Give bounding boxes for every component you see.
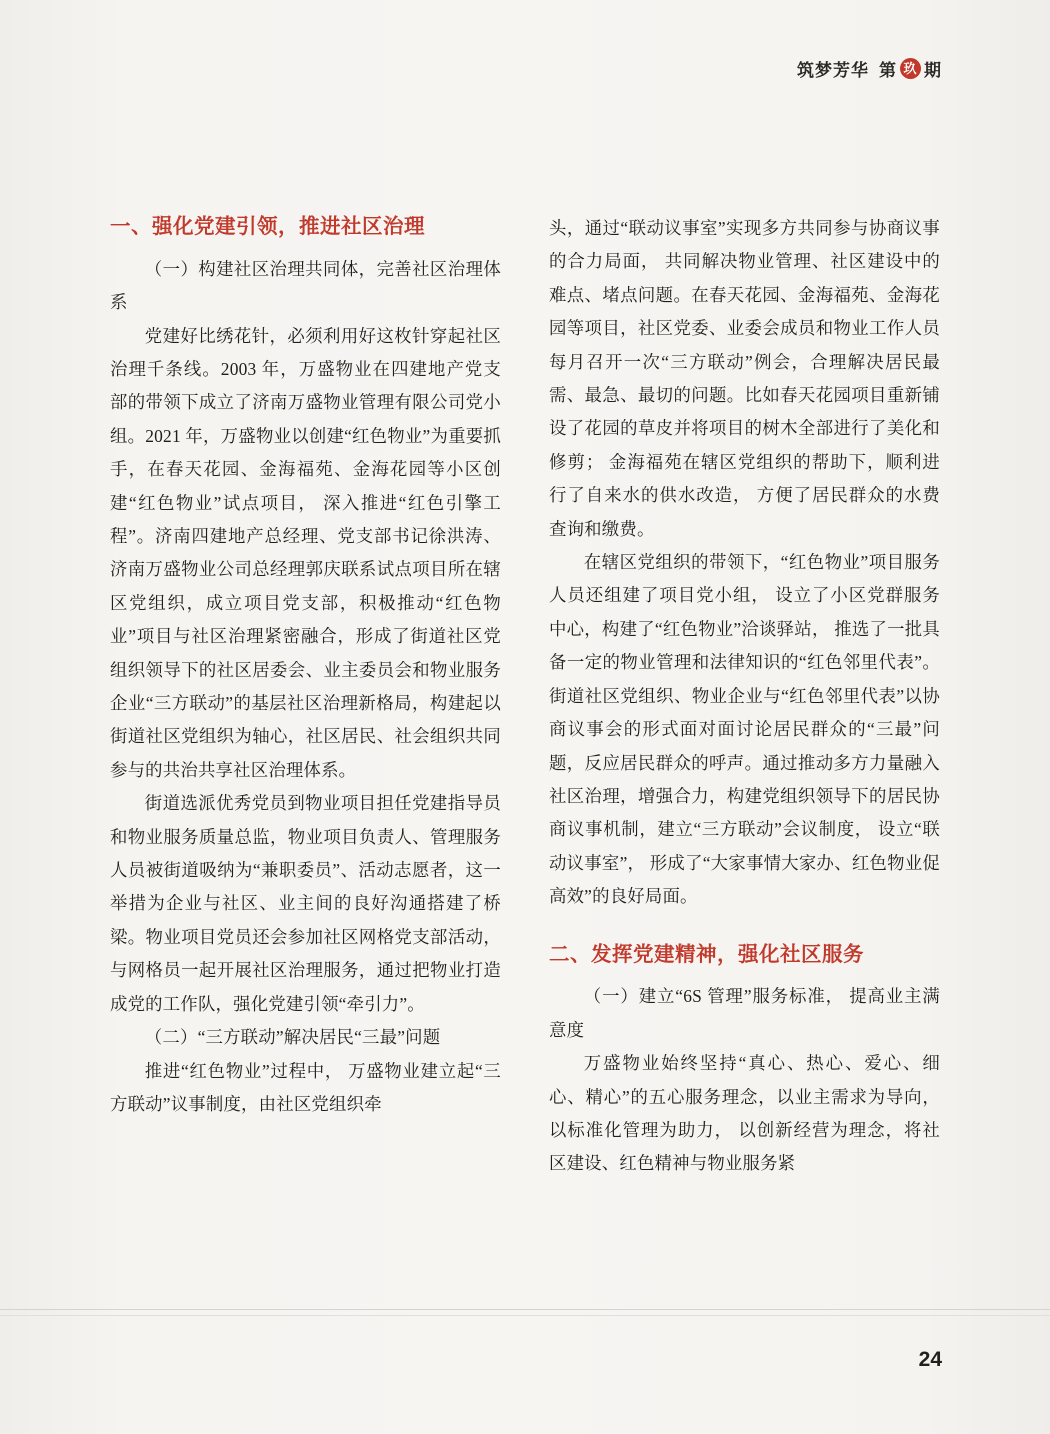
left-column: [110, 212, 501, 1181]
issue-label: [879, 56, 942, 81]
publication-title: 筑梦芳华: [797, 61, 869, 80]
paragraph: 头，通过“联动议事室”实现多方共同参与协商议事的合力局面， 共同解决物业管理、社区建设中的难点、堵点问题。在春天花园、金海福苑、金海花园等项目，社区党委、业委会成员和物业工作人员每月召开一次“三方联动”例会，合理解决居民最需、最急、最切的问题。比如春天花园项目重新铺设了花园的草皮并将项目的树木全部进行了美化和修剪； 金海福苑在辖区党组织的帮助下，顺利进行了自来水的供水改造， 方便了居民群众的水费查询和缴费。: [549, 218, 940, 539]
paragraph: 街道选派优秀党员到物业项目担任党建指导员和物业服务质量总监，物业项目负责人、管理服务人员被街道吸纳为“兼职委员”、活动志愿者，这一举措为企业与社区、业主间的良好沟通搭建了桥梁。物业项目党员还会参加社区网格党支部活动，与网格员一起开展社区治理服务，通过把物业打造成党的工作队，强化党建引领“牵引力”。: [110, 793, 501, 1014]
issue-number-badge: 玖: [900, 58, 921, 79]
paragraph: （二）“三方联动”解决居民“三最”问题: [144, 1027, 441, 1048]
issue-suffix: 期: [924, 61, 942, 80]
paragraph: 万盛物业始终坚持“真心、热心、爱心、细心、精心”的五心服务理念，以业主需求为导向， 以标准化管理为助力， 以创新经营为理念，将社区建设、红色精神与物业服务紧: [549, 1053, 940, 1174]
issue-prefix: 第: [879, 61, 897, 80]
footer-divider: [0, 1309, 1050, 1310]
article-body: [110, 212, 940, 1181]
paragraph: （一）构建社区治理共同体，完善社区治理体系: [110, 258, 501, 313]
right-column: [549, 212, 940, 1181]
paragraph: （一）建立“6S 管理”服务标准， 提高业主满意度: [549, 986, 940, 1040]
section-heading-two: 二、发挥党建精神，强化社区服务: [549, 942, 864, 966]
paragraph: 党建好比绣花针，必须利用好这枚针穿起社区治理千条线。2003 年，万盛物业在四建地产党支部的带领下成立了济南万盛物业管理有限公司党小组。2021 年，万盛物业以创建“红色物业”为重要抓手，在春天花园、金海福苑、金海花园等小区创建“红色物业”试点项目， 深入推进“红色引擎工程”。济南四建地产总经理、党支部书记徐洪涛、济南万盛物业公司总经理郭庆联系试点项目所在辖区党组织，成立项目党支部，积极推动“红色物业”项目与社区治理紧密融合，形成了街道社区党组织领导下的社区居委会、业主委员会和物业服务企业“三方联动”的基层社区治理新格局，构建起以街道社区党组织为轴心，社区居民、社会组织共同参与的共治共享社区治理体系。: [110, 325, 501, 780]
page-number: 24: [918, 1348, 942, 1371]
paragraph: 推进“红色物业”过程中， 万盛物业建立起“三方联动”议事制度，由社区党组织牵: [110, 1060, 501, 1114]
page-header: [797, 56, 942, 81]
section-heading-one: 一、强化党建引领，推进社区治理: [110, 215, 425, 238]
paragraph: 在辖区党组织的带领下，“红色物业”项目服务人员还组建了项目党小组， 设立了小区党群服务中心，构建了“红色物业”洽谈驿站， 推选了一批具备一定的物业管理和法律知识的“红色邻里代表”。街道社区党组织、物业企业与“红色邻里代表”以协商议事会的形式面对面讨论居民群众的“三最”问题，反应居民群众的呼声。通过推动多方力量融入社区治理，增强合力，构建党组织领导下的居民协商议事机制，建立“三方联动”会议制度， 设立“联动议事室”， 形成了“大家事情大家办、红色物业促高效”的良好局面。: [549, 552, 940, 907]
footer-divider-secondary: [0, 1315, 1050, 1316]
